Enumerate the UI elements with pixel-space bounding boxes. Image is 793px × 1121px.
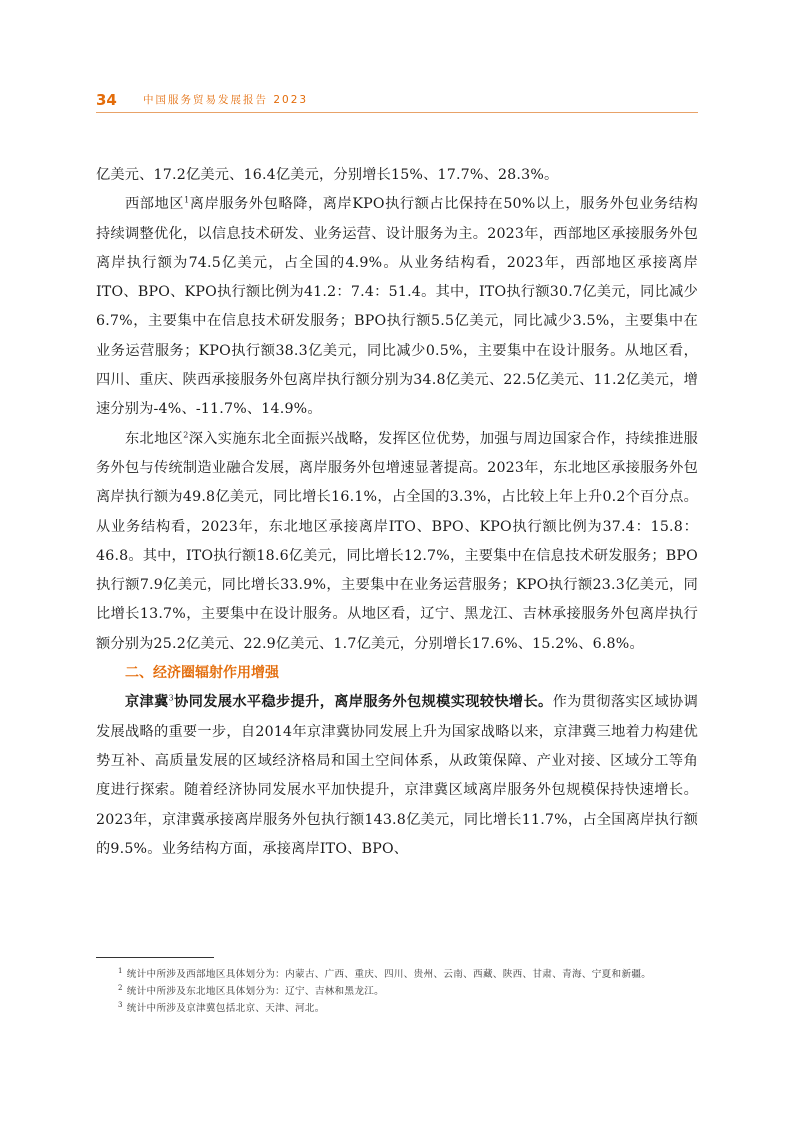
footnotes [96, 966, 698, 1017]
paragraph-jingjinji [96, 688, 698, 864]
footnote-text: 统计中所涉及东北地区具体划分为：辽宁、吉林和黑龙江。 [126, 986, 385, 997]
footnote-ref-1[interactable]: 1 [184, 195, 190, 205]
paragraph-text: 离岸服务外包略降，离岸KPO执行额占比保持在50%以上，服务外包业务结构持续调整优化，以信息技术研发、业务运营、设计服务为主。2023年，西部地区承接服务外包离岸执行额为74.5亿美元，占全国的4.9%。从业务结构看，2023年，西部地区承接离岸ITO、BPO、KPO执行额比例为41.2：7.4：51.4。其中，ITO执行额30.7亿美元，同比减少6.7%，主要集中在信息技术研发服务；BPO执行额5.5亿美元，同比减少3.5%，主要集中在业务运营服务；KPO执行额38.3亿美元，同比减少0.5%，主要集中在设计服务。从地区看，四川、重庆、陕西承接服务外包离岸执行额分别为34.8亿美元、22.5亿美元、11.2亿美元，增速分别为-4%、-11.7%、14.9%。 [96, 196, 698, 418]
footnote-mark: 2 [118, 983, 123, 992]
paragraph-continued: 亿美元、17.2亿美元、16.4亿美元，分别增长15%、17.7%、28.3%。 [96, 167, 559, 183]
paragraph-text: 深入实施东北全面振兴战略，发挥区位优势，加强与周边国家合作，持续推进服务外包与传统制造业融合发展，离岸服务外包增速显著提高。2023年，东北地区承接服务外包离岸执行额为49.8亿美元，同比增长16.1%，占全国的3.3%，占比较上年上升0.2个百分点。从业务结构看，2023年，东北地区承接离岸ITO、BPO、KPO执行额比例为37.4：15.8：46.8。其中，ITO执行额18.6亿美元，同比增长12.7%，主要集中在信息技术研发服务；BPO执行额7.9亿美元，同比增长33.9%，主要集中在业务运营服务；KPO执行额23.3亿美元，同比增长13.7%，主要集中在设计服务。从地区看，辽宁、黑龙江、吉林承接服务外包离岸执行额分别为25.2亿美元、22.9亿美元、1.7亿美元，分别增长17.6%、15.2%、6.8%。 [96, 430, 698, 652]
footnote-text: 统计中所涉及西部地区具体划分为：内蒙古、广西、重庆、四川、贵州、云南、西藏、陕西、甘肃、青海、宁夏和新疆。 [126, 969, 652, 980]
paragraph-text: 作为贯彻落实区域协调发展战略的重要一步，自2014年京津冀协同发展上升为国家战略以来，京津冀三地着力构建优势互补、高质量发展的区域经济格局和国土空间体系，从政策保障、产业对接、区域分工等角度进行探索。随着经济协同发展水平加快提升，京津冀区域离岸服务外包规模保持快速增长。2023年，京津冀承接离岸服务外包执行额143.8亿美元，同比增长11.7%，占全国离岸执行额的9.5%。业务结构方面，承接离岸ITO、BPO、 [96, 694, 698, 857]
lead-sentence: 京津冀 [125, 694, 169, 711]
running-title: 中国服务贸易发展报告 2023 [143, 94, 309, 106]
paragraph-western-region [96, 190, 698, 424]
page-number: 34 [96, 91, 117, 109]
footnote-divider [96, 957, 214, 958]
lead-sentence: 协同发展水平稳步提升，离岸服务外包规模实现较快增长。 [173, 694, 553, 711]
section-heading: 二、经济圈辐射作用增强 [125, 665, 279, 682]
footnote-1 [96, 966, 698, 983]
footnote-ref-3[interactable]: 3 [168, 693, 174, 703]
footnote-2 [96, 983, 698, 1000]
paragraph-text: 东北地区 [125, 430, 184, 447]
footnote-ref-2[interactable]: 2 [183, 429, 189, 439]
footnote-mark: 1 [118, 966, 123, 975]
main-content [96, 161, 698, 864]
paragraph-text: 西部地区 [125, 196, 185, 213]
footnote-mark: 3 [118, 1000, 123, 1009]
header-divider [96, 112, 698, 113]
paragraph-northeast-region [96, 425, 698, 659]
footnote-3 [96, 1000, 698, 1017]
page-header [96, 90, 698, 112]
footnote-text: 统计中所涉及京津冀包括北京、天津、河北。 [126, 1003, 325, 1014]
